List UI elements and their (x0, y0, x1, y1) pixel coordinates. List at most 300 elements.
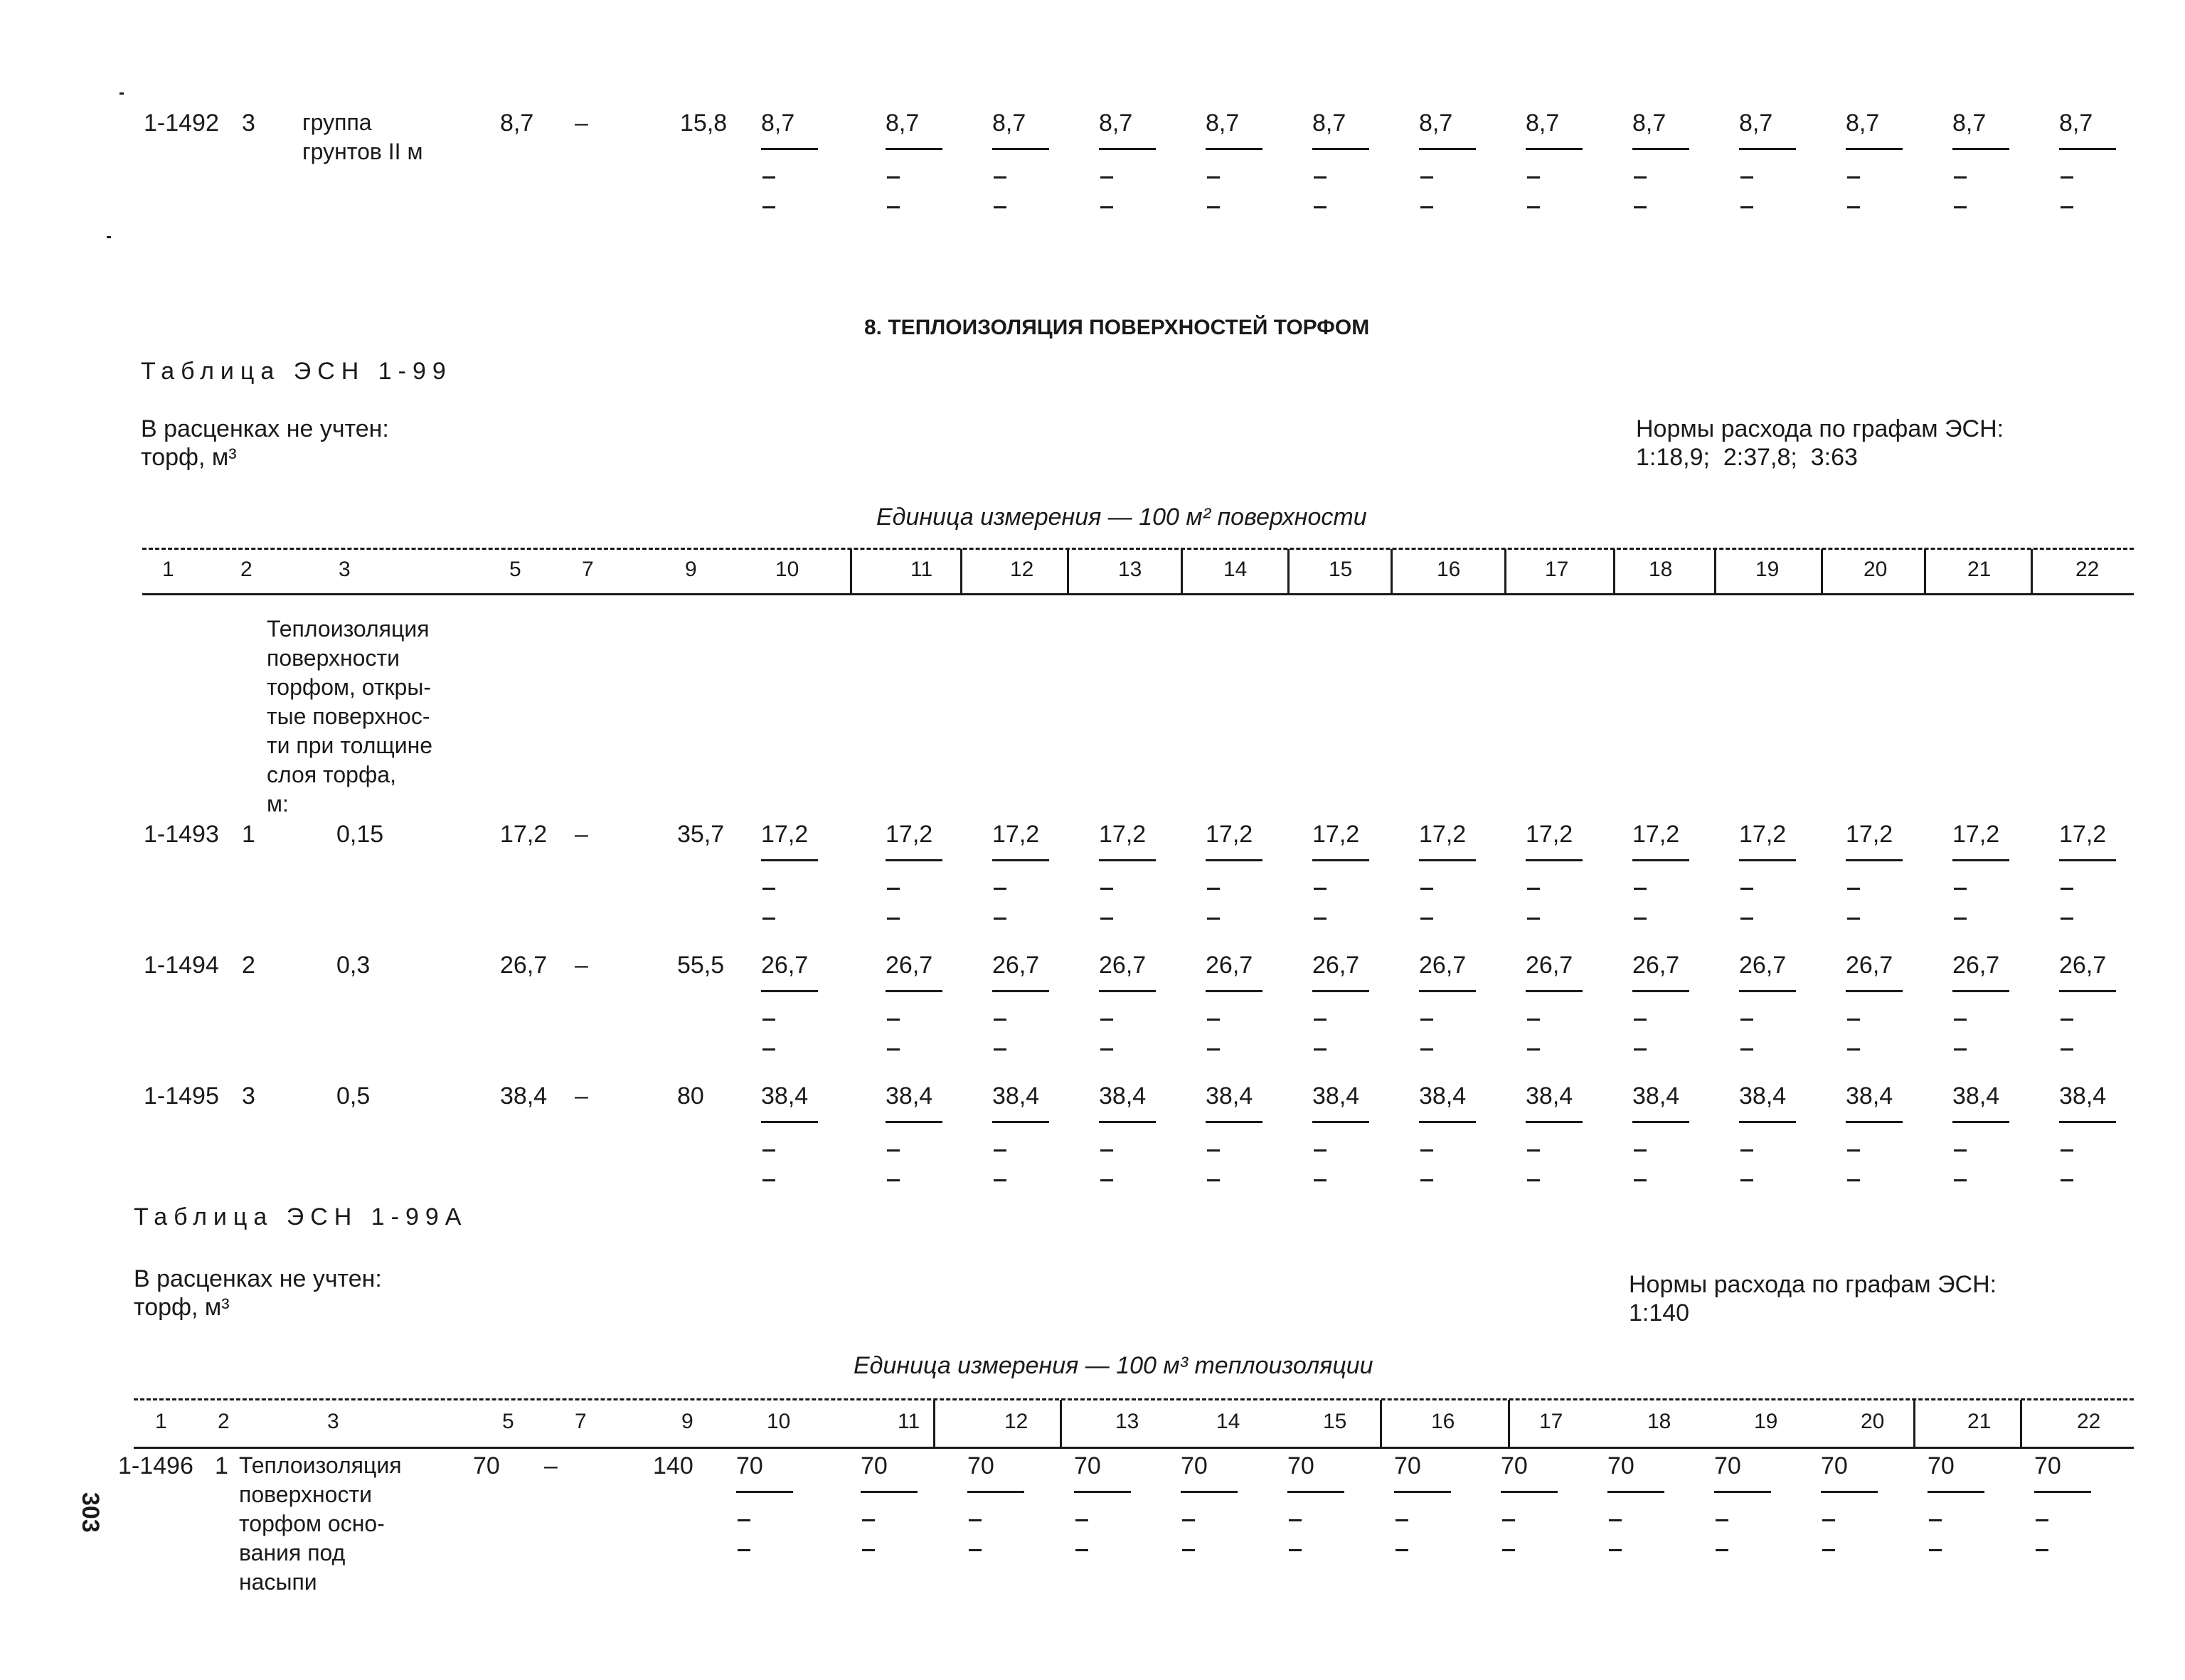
dash-mark (762, 1019, 775, 1021)
dash-mark (1822, 1549, 1835, 1551)
dash-mark (2061, 888, 2073, 890)
column-header: 21 (1967, 558, 1992, 581)
dash-mark (887, 206, 900, 208)
resource-value: 26,7 (1846, 952, 1893, 979)
fraction-bar (886, 1121, 942, 1123)
column-header: 3 (327, 1410, 339, 1433)
resource-value: 8,7 (992, 110, 1026, 137)
dash-mark (1314, 888, 1327, 890)
fraction-bar (1419, 1121, 1476, 1123)
dash-mark (1954, 176, 1967, 179)
dash-mark (1847, 918, 1860, 920)
fraction-bar (886, 990, 942, 992)
fraction-bar (967, 1491, 1024, 1493)
dash-mark (1289, 1549, 1302, 1551)
dash-mark (1929, 1549, 1942, 1551)
resource-value: 8,7 (1312, 110, 1346, 137)
row-description: Теплоизоляция поверхности торфом осно- вания под насыпи (239, 1452, 402, 1595)
column-separator (1821, 549, 1823, 593)
column-separator (1380, 1400, 1382, 1447)
dash-mark (862, 1549, 875, 1551)
column-header: 9 (681, 1410, 693, 1433)
resource-value: 17,2 (1739, 821, 1787, 848)
col5-value: 38,4 (500, 1083, 548, 1110)
resource-value: 70 (1821, 1452, 1848, 1479)
col7-value: – (575, 1083, 588, 1110)
dash-mark (1527, 206, 1540, 208)
resource-value: 38,4 (1419, 1083, 1467, 1110)
dash-mark (1207, 206, 1220, 208)
dash-mark (762, 1048, 775, 1051)
resource-value: 38,4 (1526, 1083, 1573, 1110)
dash-mark (1420, 176, 1433, 179)
dash-mark (762, 1149, 775, 1152)
dash-mark (738, 1549, 750, 1551)
dash-mark (887, 176, 900, 179)
resource-value: 38,4 (2059, 1083, 2107, 1110)
dash-mark (2036, 1519, 2048, 1521)
dash-mark (1100, 176, 1113, 179)
fraction-bar (1312, 990, 1369, 992)
fraction-bar (886, 148, 942, 150)
column-header: 9 (685, 558, 697, 581)
fraction-bar (1287, 1491, 1344, 1493)
dash-mark (1527, 888, 1540, 890)
dash-mark (1395, 1549, 1408, 1551)
dash-mark (1314, 1149, 1327, 1152)
dash-mark (887, 888, 900, 890)
fraction-bar (1952, 990, 2009, 992)
header-top-rule (142, 548, 2134, 550)
column-separator (1913, 1400, 1915, 1447)
fraction-bar (1952, 1121, 2009, 1123)
resource-value: 38,4 (1952, 1083, 2000, 1110)
resource-value: 26,7 (1206, 952, 1253, 979)
dash-mark (2036, 1549, 2048, 1551)
column-header: 18 (1649, 558, 1673, 581)
column-header: 12 (1010, 558, 1034, 581)
row-description: группа грунтов II м (302, 110, 423, 164)
dash-mark (1207, 888, 1220, 890)
consumption-norms: Нормы расхода по графам ЭСН: 1:18,9; 2:37,8; 3:63 (1636, 415, 2004, 471)
dash-mark (887, 1019, 900, 1021)
fraction-bar (761, 990, 818, 992)
dash-mark (2061, 918, 2073, 920)
fraction-bar (861, 1491, 918, 1493)
dash-mark (994, 1149, 1006, 1152)
row-description: 0,15 (336, 821, 384, 848)
fraction-bar (1928, 1491, 1984, 1493)
fraction-bar (992, 148, 1049, 150)
fraction-bar (1526, 990, 1583, 992)
column-header: 10 (775, 558, 799, 581)
resource-value: 26,7 (886, 952, 933, 979)
fraction-bar (761, 859, 818, 861)
fraction-bar (1099, 1121, 1156, 1123)
col7-value: – (575, 110, 588, 137)
row-code: 1-1493 (144, 821, 219, 848)
dash-mark (1075, 1519, 1088, 1521)
dash-mark (1954, 1019, 1967, 1021)
dash-mark (1954, 1048, 1967, 1051)
fraction-bar (1074, 1491, 1131, 1493)
col9-value: 15,8 (680, 110, 728, 137)
resource-value: 70 (861, 1452, 888, 1479)
fraction-bar (1419, 990, 1476, 992)
unit-of-measure: Единица измерения — 100 м² поверхности (876, 504, 1367, 531)
dash-mark (1527, 1048, 1540, 1051)
column-header: 16 (1437, 558, 1461, 581)
fraction-bar (736, 1491, 793, 1493)
dash-mark (1100, 206, 1113, 208)
column-header: 16 (1431, 1410, 1455, 1433)
col7-value: – (544, 1452, 558, 1479)
row-description: 0,5 (336, 1083, 371, 1110)
dash-mark (1182, 1519, 1195, 1521)
dash-mark (1527, 176, 1540, 179)
consumption-norms: Нормы расхода по графам ЭСН: 1:140 (1629, 1271, 1997, 1327)
dash-mark (2061, 1149, 2073, 1152)
dash-mark (2061, 1019, 2073, 1021)
dash-mark (1822, 1519, 1835, 1521)
row-number: 1 (215, 1452, 228, 1479)
fraction-bar (2059, 148, 2116, 150)
column-header: 21 (1967, 1410, 1992, 1433)
dash-mark (1207, 918, 1220, 920)
resource-value: 17,2 (761, 821, 809, 848)
row-number: 1 (242, 821, 255, 848)
dash-mark (887, 1149, 900, 1152)
resource-value: 70 (1501, 1452, 1528, 1479)
dash-mark (1207, 1149, 1220, 1152)
dash-mark (1314, 918, 1327, 920)
column-header: 12 (1004, 1410, 1028, 1433)
resource-value: 26,7 (992, 952, 1040, 979)
resource-value: 8,7 (2059, 110, 2093, 137)
column-header: 18 (1647, 1410, 1671, 1433)
resource-value: 17,2 (1419, 821, 1467, 848)
fraction-bar (761, 148, 818, 150)
dash-mark (1954, 888, 1967, 890)
dash-mark (1634, 1048, 1647, 1051)
column-header: 22 (2075, 558, 2100, 581)
resource-value: 26,7 (1526, 952, 1573, 979)
dash-mark (1847, 176, 1860, 179)
dash-mark (1100, 918, 1113, 920)
resource-value: 38,4 (1739, 1083, 1787, 1110)
dash-mark (1527, 1019, 1540, 1021)
column-header: 15 (1323, 1410, 1347, 1433)
resource-value: 70 (1287, 1452, 1314, 1479)
column-header: 13 (1115, 1410, 1139, 1433)
column-header: 5 (502, 1410, 514, 1433)
column-separator (1181, 549, 1183, 593)
resource-value: 38,4 (1632, 1083, 1680, 1110)
fraction-bar (1501, 1491, 1558, 1493)
dash-mark (1395, 1519, 1408, 1521)
dash-mark (1847, 1048, 1860, 1051)
fraction-bar (1526, 148, 1583, 150)
resource-value: 17,2 (1206, 821, 1253, 848)
row-description: 0,3 (336, 952, 371, 979)
column-header: 14 (1216, 1410, 1240, 1433)
col9-value: 55,5 (677, 952, 725, 979)
fraction-bar (1846, 1121, 1903, 1123)
dash-mark (1420, 918, 1433, 920)
dash-mark (1716, 1519, 1728, 1521)
dash-mark (1527, 1179, 1540, 1181)
dash-mark (1609, 1549, 1622, 1551)
dash-mark (994, 888, 1006, 890)
fraction-bar (1952, 859, 2009, 861)
dash-mark (862, 1519, 875, 1521)
column-separator (1613, 549, 1615, 593)
dash-mark (1420, 1048, 1433, 1051)
section-title: 8. ТЕПЛОИЗОЛЯЦИЯ ПОВЕРХНОСТЕЙ ТОРФОМ (864, 316, 1370, 339)
fraction-bar (1607, 1491, 1664, 1493)
resource-value: 17,2 (1312, 821, 1360, 848)
dash-mark (1634, 918, 1647, 920)
col9-value: 80 (677, 1083, 704, 1110)
resource-value: 8,7 (1632, 110, 1666, 137)
column-header: 15 (1329, 558, 1353, 581)
dash-mark (1314, 1179, 1327, 1181)
fraction-bar (992, 1121, 1049, 1123)
unit-of-measure: Единица измерения — 100 м³ теплоизоляции (854, 1352, 1373, 1379)
column-separator (1508, 1400, 1510, 1447)
dash-mark (1634, 1019, 1647, 1021)
fraction-bar (1714, 1491, 1771, 1493)
column-header: 14 (1223, 558, 1248, 581)
fraction-bar (2059, 1121, 2116, 1123)
fraction-bar (1739, 990, 1796, 992)
resource-value: 26,7 (1739, 952, 1787, 979)
fraction-bar (2059, 859, 2116, 861)
fraction-bar (1632, 148, 1689, 150)
scan-mark (107, 236, 111, 238)
dash-mark (994, 918, 1006, 920)
col9-value: 35,7 (677, 821, 725, 848)
column-separator (850, 549, 852, 593)
column-header: 11 (910, 558, 933, 581)
fraction-bar (1846, 990, 1903, 992)
dash-mark (1847, 1149, 1860, 1152)
dash-mark (1609, 1519, 1622, 1521)
dash-mark (1100, 1179, 1113, 1181)
header-bottom-rule (142, 593, 2134, 595)
column-header: 1 (155, 1410, 167, 1433)
resource-value: 17,2 (1099, 821, 1147, 848)
dash-mark (887, 918, 900, 920)
dash-mark (1314, 1048, 1327, 1051)
column-separator (2031, 549, 2033, 593)
column-header: 17 (1539, 1410, 1563, 1433)
fraction-bar (1846, 859, 1903, 861)
column-separator (1060, 1400, 1062, 1447)
fraction-bar (1099, 859, 1156, 861)
fraction-bar (1846, 148, 1903, 150)
fraction-bar (1739, 1121, 1796, 1123)
table-title: Таблица ЭСН 1-99 (141, 358, 452, 385)
resource-value: 38,4 (992, 1083, 1040, 1110)
col5-value: 26,7 (500, 952, 548, 979)
dash-mark (969, 1519, 982, 1521)
dash-mark (994, 1048, 1006, 1051)
dash-mark (762, 918, 775, 920)
resource-value: 70 (1928, 1452, 1955, 1479)
resource-value: 70 (736, 1452, 763, 1479)
fraction-bar (1312, 148, 1369, 150)
resource-value: 38,4 (1312, 1083, 1360, 1110)
fraction-bar (1206, 990, 1262, 992)
not-included-note: В расценках не учтен: торф, м³ (134, 1265, 382, 1321)
dash-mark (1954, 1179, 1967, 1181)
fraction-bar (1099, 990, 1156, 992)
group-description: Теплоизоляция поверхности торфом, откры- тые поверхнос- ти при толщине слоя торфа, м: (267, 616, 433, 817)
dash-mark (1740, 888, 1753, 890)
resource-value: 8,7 (1206, 110, 1240, 137)
dash-mark (887, 1048, 900, 1051)
dash-mark (1207, 1179, 1220, 1181)
fraction-bar (1312, 1121, 1369, 1123)
resource-value: 26,7 (1952, 952, 2000, 979)
col5-value: 70 (473, 1452, 500, 1479)
fraction-bar (886, 859, 942, 861)
col7-value: – (575, 821, 588, 848)
dash-mark (1420, 206, 1433, 208)
resource-value: 70 (1607, 1452, 1634, 1479)
table-title: Таблица ЭСН 1-99А (134, 1203, 468, 1230)
dash-mark (1207, 1048, 1220, 1051)
dash-mark (1100, 1019, 1113, 1021)
dash-mark (1420, 1179, 1433, 1181)
dash-mark (2061, 206, 2073, 208)
resource-value: 17,2 (1952, 821, 2000, 848)
dash-mark (994, 206, 1006, 208)
dash-mark (1634, 206, 1647, 208)
dash-mark (1954, 206, 1967, 208)
column-header: 20 (1864, 558, 1888, 581)
dash-mark (1100, 888, 1113, 890)
col7-value: – (575, 952, 588, 979)
resource-value: 17,2 (2059, 821, 2107, 848)
row-number: 3 (242, 110, 255, 137)
dash-mark (2061, 176, 2073, 179)
dash-mark (1634, 1179, 1647, 1181)
row-code: 1-1492 (144, 110, 219, 137)
column-separator (1924, 549, 1926, 593)
fraction-bar (2034, 1491, 2091, 1493)
resource-value: 8,7 (1099, 110, 1133, 137)
dash-mark (1954, 1149, 1967, 1152)
fraction-bar (1206, 1121, 1262, 1123)
row-number: 2 (242, 952, 255, 979)
column-separator (1504, 549, 1506, 593)
column-header: 22 (2077, 1410, 2101, 1433)
dash-mark (762, 1179, 775, 1181)
row-code: 1-1494 (144, 952, 219, 979)
column-header: 19 (1754, 1410, 1778, 1433)
resource-value: 70 (1394, 1452, 1421, 1479)
column-header: 3 (339, 558, 351, 581)
dash-mark (762, 176, 775, 179)
column-header: 5 (509, 558, 521, 581)
dash-mark (1740, 1048, 1753, 1051)
column-separator (1287, 549, 1290, 593)
dash-mark (1502, 1519, 1515, 1521)
fraction-bar (1632, 990, 1689, 992)
resource-value: 17,2 (1846, 821, 1893, 848)
resource-value: 70 (967, 1452, 994, 1479)
dash-mark (762, 206, 775, 208)
fraction-bar (1419, 859, 1476, 861)
column-header: 19 (1755, 558, 1780, 581)
dash-mark (1740, 1019, 1753, 1021)
resource-value: 70 (1074, 1452, 1101, 1479)
dash-mark (994, 1179, 1006, 1181)
dash-mark (1100, 1048, 1113, 1051)
resource-value: 17,2 (886, 821, 933, 848)
fraction-bar (1739, 859, 1796, 861)
resource-value: 70 (1181, 1452, 1208, 1479)
resource-value: 26,7 (761, 952, 809, 979)
fraction-bar (1821, 1491, 1878, 1493)
dash-mark (1207, 1019, 1220, 1021)
dash-mark (1740, 918, 1753, 920)
dash-mark (1847, 888, 1860, 890)
fraction-bar (1526, 859, 1583, 861)
resource-value: 26,7 (1099, 952, 1147, 979)
resource-value: 26,7 (1312, 952, 1360, 979)
dash-mark (1847, 1179, 1860, 1181)
dash-mark (1929, 1519, 1942, 1521)
dash-mark (1075, 1549, 1088, 1551)
resource-value: 26,7 (2059, 952, 2107, 979)
resource-value: 26,7 (1419, 952, 1467, 979)
col9-value: 140 (653, 1452, 693, 1479)
fraction-bar (2059, 990, 2116, 992)
dash-mark (1289, 1519, 1302, 1521)
resource-value: 38,4 (1846, 1083, 1893, 1110)
fraction-bar (1206, 148, 1262, 150)
resource-value: 8,7 (1526, 110, 1560, 137)
resource-value: 8,7 (1952, 110, 1987, 137)
resource-value: 38,4 (886, 1083, 933, 1110)
dash-mark (1207, 176, 1220, 179)
resource-value: 17,2 (1632, 821, 1680, 848)
fraction-bar (1632, 859, 1689, 861)
column-separator (1067, 549, 1069, 593)
dash-mark (2061, 1048, 2073, 1051)
dash-mark (1954, 918, 1967, 920)
header-top-rule (134, 1398, 2134, 1400)
resource-value: 8,7 (886, 110, 920, 137)
dash-mark (1740, 1179, 1753, 1181)
row-code: 1-1496 (118, 1452, 193, 1479)
resource-value: 70 (1714, 1452, 1741, 1479)
dash-mark (1502, 1549, 1515, 1551)
row-number: 3 (242, 1083, 255, 1110)
resource-value: 8,7 (1739, 110, 1773, 137)
column-header: 7 (575, 1410, 587, 1433)
row-code: 1-1495 (144, 1083, 219, 1110)
col5-value: 17,2 (500, 821, 548, 848)
dash-mark (1182, 1549, 1195, 1551)
col5-value: 8,7 (500, 110, 534, 137)
dash-mark (1740, 176, 1753, 179)
dash-mark (1100, 1149, 1113, 1152)
resource-value: 17,2 (1526, 821, 1573, 848)
